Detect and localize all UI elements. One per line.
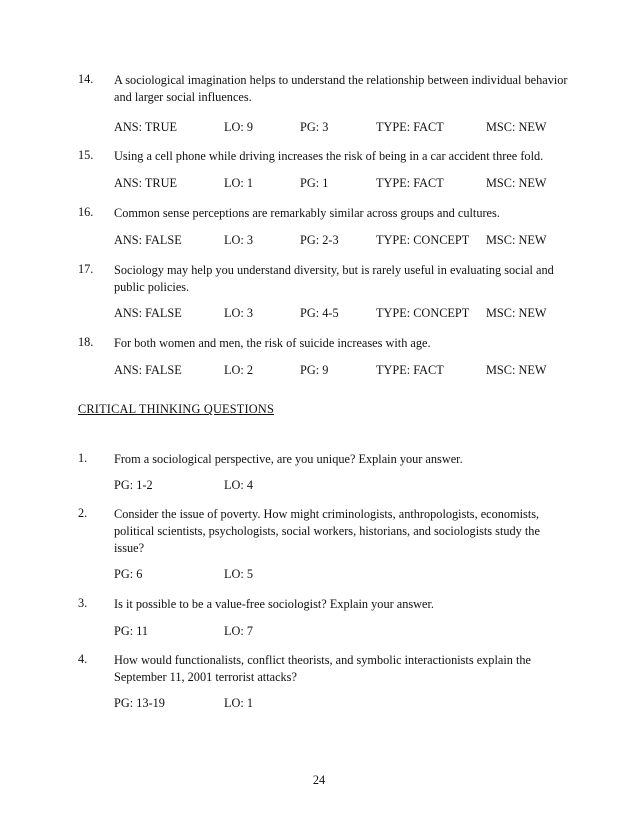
question-15: [78, 148, 578, 165]
critical-question-3: [78, 596, 578, 613]
type-value: TYPE: CONCEPT: [376, 306, 470, 320]
critical-question-1: [78, 451, 578, 468]
question-number: 4.: [78, 652, 88, 666]
type-value: TYPE: FACT: [376, 120, 444, 134]
question-number: 17.: [78, 262, 94, 276]
msc-value: MSC: NEW: [486, 363, 547, 377]
answer-meta-14: [114, 120, 584, 136]
question-text: From a sociological perspective, are you unique? Explain your answer.: [114, 452, 463, 466]
type-value: TYPE: CONCEPT: [376, 233, 470, 247]
lo-value: LO: 7: [224, 624, 254, 638]
type-value: TYPE: FACT: [376, 363, 444, 377]
question-17: [78, 262, 578, 296]
critical-meta-2: [114, 567, 584, 583]
msc-value: MSC: NEW: [486, 120, 547, 134]
question-number: 14.: [78, 72, 94, 86]
answer-value: ANS: FALSE: [114, 306, 182, 320]
lo-value: LO: 3: [224, 233, 254, 247]
answer-value: ANS: TRUE: [114, 120, 177, 134]
question-16: [78, 205, 578, 222]
msc-value: MSC: NEW: [486, 176, 547, 190]
question-text: How would functionalists, conflict theorists, and symbolic interactionists explain the September 11, 2001 terrorist attacks?: [114, 653, 531, 684]
msc-value: MSC: NEW: [486, 306, 547, 320]
type-value: TYPE: FACT: [376, 176, 444, 190]
answer-meta-18: [114, 363, 584, 379]
pg-value: PG: 1-2: [114, 478, 153, 492]
msc-value: MSC: NEW: [486, 233, 547, 247]
question-text: A sociological imagination helps to understand the relationship between individual behavior and larger social influences.: [114, 73, 568, 104]
pg-value: PG: 1: [300, 176, 329, 190]
answer-value: ANS: FALSE: [114, 363, 182, 377]
pg-value: PG: 13-19: [114, 696, 165, 710]
critical-meta-4: [114, 696, 584, 712]
question-number: 1.: [78, 451, 88, 465]
pg-value: PG: 11: [114, 624, 149, 638]
answer-value: ANS: TRUE: [114, 176, 177, 190]
question-number: 15.: [78, 148, 94, 162]
lo-value: LO: 5: [224, 567, 254, 581]
lo-value: LO: 4: [224, 478, 254, 492]
lo-value: LO: 3: [224, 306, 254, 320]
critical-meta-1: [114, 478, 584, 494]
lo-value: LO: 1: [224, 176, 254, 190]
lo-value: LO: 1: [224, 696, 254, 710]
question-number: 2.: [78, 506, 88, 520]
section-title: CRITICAL THINKING QUESTIONS: [78, 402, 274, 416]
page-number: 24: [312, 773, 326, 787]
question-text: Using a cell phone while driving increases the risk of being in a car accident three fold.: [114, 149, 544, 163]
lo-value: LO: 2: [224, 363, 254, 377]
question-14: [78, 72, 578, 106]
question-text: Common sense perceptions are remarkably similar across groups and cultures.: [114, 206, 500, 220]
question-text: Sociology may help you understand diversity, but is rarely useful in evaluating social and public policies.: [114, 263, 554, 294]
question-number: 3.: [78, 596, 88, 610]
question-text: Consider the issue of poverty. How might criminologists, anthropologists, economists, political scientists, psychologists, social workers, historians, and sociologists study the issue?: [114, 507, 540, 555]
question-18: [78, 335, 578, 352]
lo-value: LO: 9: [224, 120, 254, 134]
critical-meta-3: [114, 624, 584, 640]
answer-meta-17: [114, 306, 584, 322]
pg-value: PG: 2-3: [300, 233, 339, 247]
critical-question-4: [78, 652, 578, 686]
question-text: Is it possible to be a value-free sociologist? Explain your answer.: [114, 597, 434, 611]
answer-meta-16: [114, 233, 584, 249]
pg-value: PG: 6: [114, 567, 143, 581]
answer-meta-15: [114, 176, 584, 192]
question-number: 16.: [78, 205, 94, 219]
pg-value: PG: 3: [300, 120, 329, 134]
answer-value: ANS: FALSE: [114, 233, 182, 247]
pg-value: PG: 4-5: [300, 306, 339, 320]
question-number: 18.: [78, 335, 94, 349]
question-text: For both women and men, the risk of suicide increases with age.: [114, 336, 431, 350]
pg-value: PG: 9: [300, 363, 329, 377]
critical-question-2: [78, 506, 578, 557]
